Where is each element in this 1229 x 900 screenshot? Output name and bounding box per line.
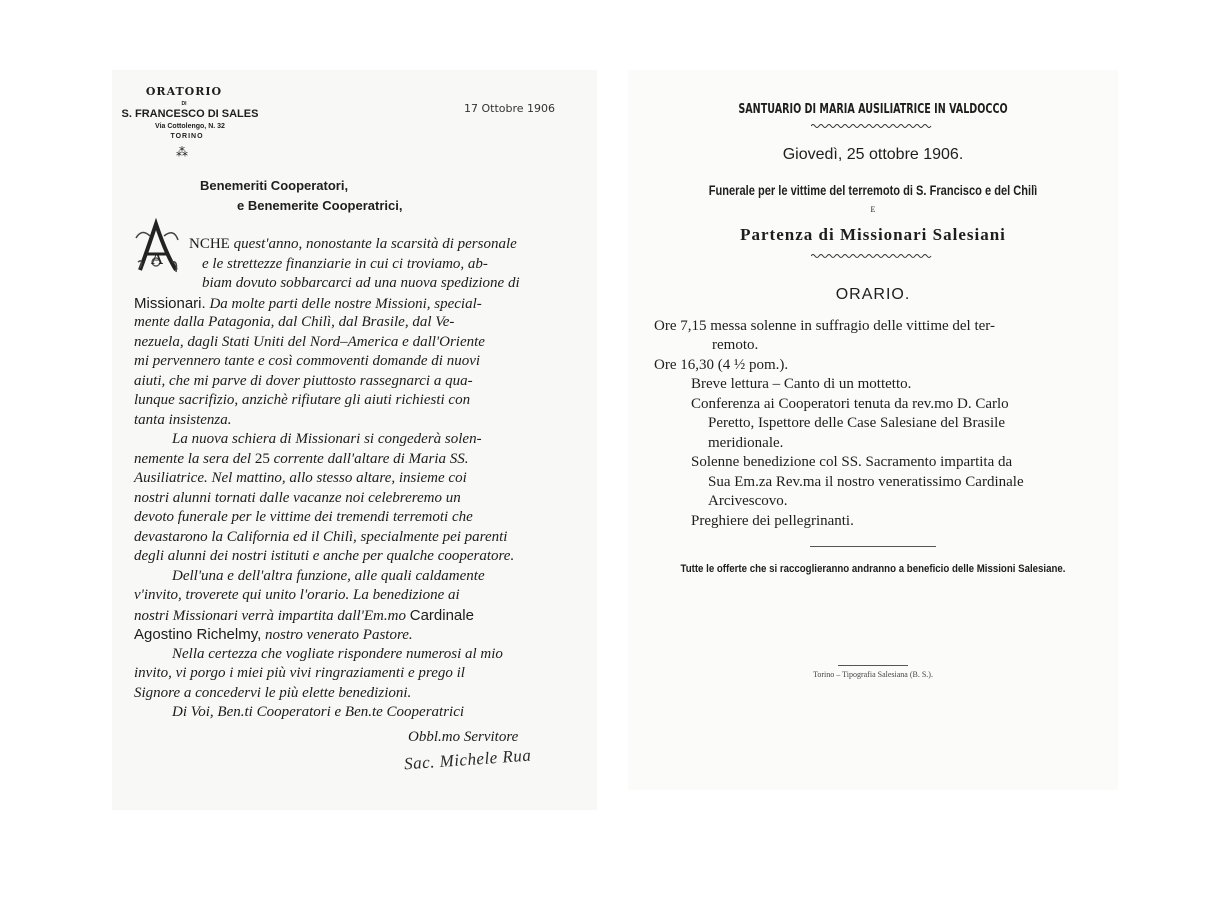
decorated-initial	[132, 218, 182, 276]
letter-line: invito, vi porgo i miei più vivi ringraziamenti e prego il	[134, 665, 465, 681]
letter-line: NCHE quest'anno, nonostante la scarsità di personale	[189, 236, 517, 252]
letter-line: mente dalla Patagonia, dal Chilì, dal Brasile, dal Ve-	[134, 314, 455, 330]
letter-line: v'invito, troverete qui unito l'orario. La benedizione ai	[134, 587, 460, 603]
initial-letter: A	[151, 249, 163, 268]
letter-line: biam dovuto sobbarcarci ad una nuova spedizione di	[202, 275, 520, 291]
letter-line: lunque sacrifizio, anzichè rifiutare gli aiuti richiesti con	[134, 392, 471, 408]
divider-line	[838, 665, 908, 666]
schedule-line: Peretto, Ispettore delle Case Salesiane del Brasile	[708, 415, 1005, 431]
wavy-divider-icon	[811, 253, 933, 259]
letter-date: 17 Ottobre 1906	[464, 102, 556, 115]
program-date: Giovedì, 25 ottobre 1906.	[782, 146, 964, 163]
letterhead-name: S. FRANCESCO DI SALES	[121, 108, 259, 120]
letter-line: degli alunni dei nostri istituti e anche per qualche cooperatore.	[134, 548, 515, 564]
wavy-divider-icon	[811, 123, 933, 129]
funeral-title: Funerale per le vittime del terremoto di S. Francisco e del Chilì	[708, 183, 1038, 198]
program-page	[628, 70, 1118, 790]
letter-line: Ausiliatrice. Nel mattino, allo stesso altare, insieme coi	[134, 470, 467, 486]
schedule-line: Breve lettura – Canto di un mottetto.	[691, 376, 912, 392]
letter-line: Agostino Richelmy, nostro venerato Pastore.	[134, 626, 413, 643]
conjunction: E	[870, 205, 876, 214]
letter-line: mi pervennero tante e così commoventi domande di nuovi	[134, 353, 481, 369]
letter-line: Dell'una e dell'altra funzione, alle quali caldamente	[172, 568, 485, 584]
letterhead-address: Via Cottolengo, N. 32	[155, 123, 225, 130]
letter-line: nezuela, dagli Stati Uniti del Nord–America e dall'Oriente	[134, 334, 485, 350]
letter-line: Missionari. Da molte parti delle nostre Missioni, special-	[134, 295, 482, 312]
schedule-title: ORARIO.	[835, 286, 911, 303]
decorated-initial-icon	[132, 218, 182, 276]
program-header: SANTUARIO DI MARIA AUSILIATRICE IN VALDOCCO	[738, 102, 1008, 117]
departure-title: Partenza di Missionari Salesiani	[740, 225, 1006, 244]
schedule-line: remoto.	[712, 337, 759, 353]
schedule-line: Sua Em.za Rev.ma il nostro veneratissimo Cardinale	[708, 474, 1024, 490]
schedule-line: Arcivescovo.	[708, 493, 788, 509]
letter-line: aiuti, che mi parve di dover piuttosto rassegnarci a qua-	[134, 373, 473, 389]
letter-line: Signore a concedervi le più elette benedizioni.	[134, 685, 412, 701]
divider-line	[810, 546, 936, 547]
letter-line: devastarono la California ed il Chilì, specialmente pei parenti	[134, 529, 508, 545]
printer-credit: Torino – Tipografia Salesiana (B. S.).	[813, 670, 933, 679]
letter-line: La nuova schiera di Missionari si congederà solen-	[172, 431, 482, 447]
letter-line: nostri Missionari verrà impartita dall'Em.mo Cardinale	[134, 607, 474, 624]
letter-line: nostri alunni tornati dalle vacanze noi celebreremo un	[134, 490, 461, 506]
schedule-line: meridionale.	[708, 435, 784, 451]
letter-page	[112, 70, 597, 810]
schedule-line: Conferenza ai Cooperatori tenuta da rev.mo D. Carlo	[691, 396, 1009, 412]
letterhead-di: DI	[181, 101, 187, 107]
letter-line: nemente la sera del 25 corrente dall'altare di Maria SS.	[134, 451, 469, 467]
salutation-line-1: Benemeriti Cooperatori,	[200, 178, 349, 193]
letterhead-city: TORINO	[170, 133, 204, 140]
letter-line: devoto funerale per le vittime dei tremendi terremoti che	[134, 509, 473, 525]
letterhead-org: ORATORIO	[145, 85, 223, 98]
letter-line: Di Voi, Ben.ti Cooperatori e Ben.te Cooperatrici	[172, 704, 465, 720]
offerings-note: Tutte le offerte che si raccoglieranno andranno a beneficio delle Missioni Salesiane.	[680, 563, 1066, 575]
letter-closing: Obbl.mo Servitore	[408, 729, 519, 745]
letter-line: e le strettezze finanziarie in cui ci troviamo, ab-	[202, 256, 488, 272]
signature: Sac. Michele Rua	[403, 745, 532, 774]
schedule-line: Preghiere dei pellegrinanti.	[691, 513, 854, 529]
schedule-line: Ore 16,30 (4 ½ pom.).	[654, 357, 789, 373]
letterhead-ornament-icon: ⁂	[176, 145, 188, 159]
letter-line: Nella certezza che vogliate rispondere numerosi al mio	[172, 646, 503, 662]
letter-line: tanta insistenza.	[134, 412, 232, 428]
schedule-line: Ore 7,15 messa solenne in suffragio delle vittime del ter-	[654, 318, 995, 334]
salutation-line-2: e Benemerite Cooperatrici,	[237, 198, 403, 213]
schedule-line: Solenne benedizione col SS. Sacramento impartita da	[691, 454, 1013, 470]
